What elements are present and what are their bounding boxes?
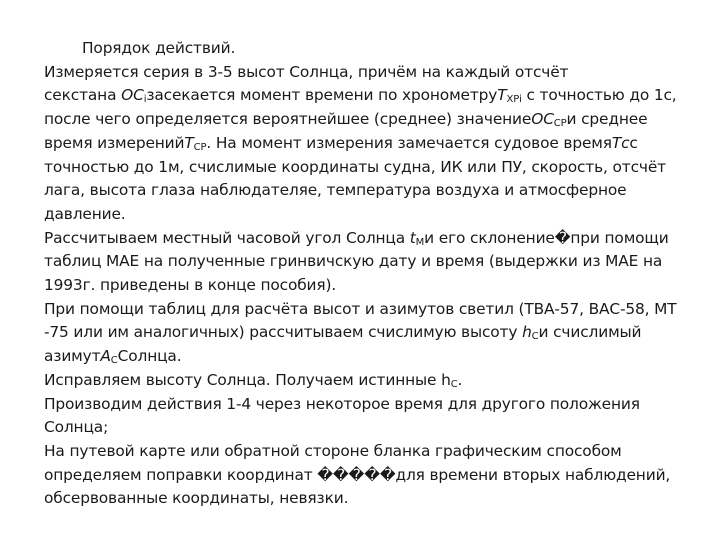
text-line [44, 227, 714, 251]
text-line [44, 203, 714, 227]
text-line [44, 250, 714, 274]
text-line [44, 487, 714, 511]
text-line [44, 440, 714, 464]
italic-symbol: h [522, 323, 532, 342]
text-line [44, 108, 714, 132]
text-run: Рассчитываем местный часовой угол Солнца [44, 228, 410, 247]
text-run: для времени вторых наблюдений, [395, 465, 671, 484]
text-run: секстана [44, 86, 122, 105]
text-line [44, 464, 714, 488]
text-run: лага, высота глаза наблюдателяе, температура воздуха и атмосферное [44, 181, 627, 200]
text-run: Производим действия 1-4 через некоторое время для другого положения [44, 394, 640, 413]
subscript: М [415, 236, 425, 248]
text-line [44, 274, 714, 298]
text-run: при помощи [570, 228, 669, 247]
text-line [44, 321, 714, 345]
text-line [44, 84, 714, 108]
text-run: засекается момент времени по хронометру [146, 86, 498, 105]
step-paragraph [44, 298, 714, 369]
italic-symbol: t [409, 228, 416, 247]
subscript: СР [553, 118, 567, 130]
text-run: с [629, 133, 638, 152]
text-line [44, 416, 714, 440]
text-run: после чего определяется вероятнейшее (среднее) значение [44, 110, 532, 129]
text-run: и счислимый [538, 323, 642, 342]
step-paragraph [44, 369, 714, 393]
text-run: с точностью до 1с, [521, 86, 677, 105]
subscript: i [143, 94, 147, 106]
text-run: 1993г. приведены в конце пособия). [44, 276, 337, 295]
italic-symbol: Тс [611, 133, 630, 152]
subscript: СР [193, 141, 207, 153]
steps-list [44, 61, 714, 511]
text-line [44, 345, 714, 369]
text-run: � [554, 228, 571, 247]
text-run: точностью до 1м, счислимые координаты судна, ИК или ПУ, скорость, отсчёт [44, 157, 666, 176]
text-line [44, 61, 714, 85]
text-line [44, 156, 714, 180]
text-line [44, 132, 714, 156]
text-run: -75 или им аналогичных) рассчитываем счислимую высоту [44, 323, 523, 342]
text-run: и среднее [566, 110, 648, 129]
heading: Порядок действий. [82, 39, 236, 57]
step-paragraph [44, 61, 714, 227]
step-paragraph [44, 227, 714, 298]
text-run: ����� [317, 465, 396, 484]
text-run: азимут [44, 347, 101, 366]
text-run: . На момент измерения замечается судовое время [206, 133, 612, 152]
text-run: . [457, 370, 463, 389]
text-line [44, 393, 714, 417]
subscript: С [110, 355, 118, 367]
text-line [44, 298, 714, 322]
italic-symbol: А [100, 347, 111, 366]
text-run: время измерений [44, 133, 185, 152]
italic-symbol: Т [184, 133, 194, 152]
subscript: ХРi [506, 94, 522, 106]
text-line [44, 369, 714, 393]
text-run: На путевой карте или обратной стороне бланка графическим способом [44, 441, 622, 460]
italic-symbol: ОС [121, 86, 144, 105]
step-paragraph [44, 440, 714, 511]
text-run: Исправляем высоту Солнца. Получаем истинные h [44, 370, 451, 389]
step-paragraph [44, 393, 714, 440]
text-run: Солнца; [44, 418, 109, 437]
text-run: и его склонение [424, 228, 555, 247]
subscript: С [531, 331, 539, 343]
text-run: определяем поправки координат [44, 465, 318, 484]
italic-symbol: Т [497, 86, 507, 105]
text-run: обсервованные координаты, невязки. [44, 489, 349, 508]
text-run: При помощи таблиц для расчёта высот и азимутов светил (ТВА-57, ВАС-58, МТ [44, 299, 677, 318]
subscript: С [450, 378, 458, 390]
text-body [44, 37, 714, 511]
text-run: Солнца. [117, 347, 182, 366]
text-line [44, 179, 714, 203]
text-run: Измеряется серия в 3-5 высот Солнца, причём на каждый отсчёт [44, 62, 569, 81]
text-run: таблиц МАЕ на полученные гринвичскую дату и время (выдержки из МАЕ на [44, 252, 663, 271]
italic-symbol: ОС [531, 110, 554, 129]
text-run: давление. [44, 204, 126, 223]
